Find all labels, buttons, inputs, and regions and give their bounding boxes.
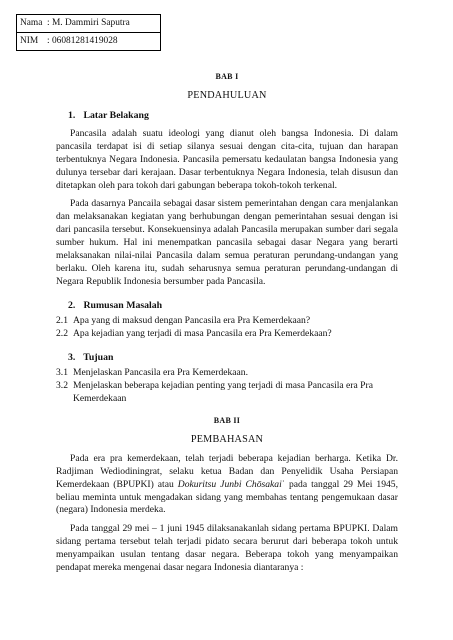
nim-label: NIM — [20, 36, 39, 47]
paragraph: Pada dasarnya Pancaila sebagai dasar sistem pemerintahan dengan cara menjalankan dan melaksanakan kegiatan yang berhubungan dengan pemerintahan sesuai dengan isi dari pancasila tersebut. Konsekuensinya adalah Pancasila merupakan sumber dari segala sumber hukum. Hal ini menempatkan pancasila sebagai dasar Negara yang berarti melaksanakan nilai-nilai Pancasila dalam semua peraturan perundang-undangan yang berlaku. Oleh karena itu, sudah seharusnya semua peraturan perundang-undangan di Negara Republik Indonesia bersumber pada Pancasila. — [56, 198, 398, 288]
item-number: 2.2 — [56, 328, 68, 340]
section-title: Tujuan — [83, 352, 114, 364]
nim-row — [17, 32, 160, 50]
text-run: Pada era pra kemerdekaan, telah terjadi beberapa kejadian berharga. Ketika Dr. Radjiman Wediodiningrat, selaku ketua Badan dan Penyelidik Usaha Persiapan Kemerdekaan (BPUPKI) atau — [56, 452, 398, 490]
paragraph: Pancasila adalah suatu ideologi yang dianut oleh bangsa Indonesia. Di dalam pancasila terdapat isi di setiap silanya sesuai dengan cita-cita, tujuan dan harapan terbentuknya Negara Indonesia. Pancasila pemersatu kedaulatan bangsa Indonesia yang dulunya tersebar dari kerajaan. Dasar terbentuknya Negara Indonesia, telah disusun dan ditetapkan oleh para tokoh dari gabungan beberapa tokoh-tokoh terkenal. — [56, 127, 398, 191]
item-text: Menjelaskan Pancasila era Pra Kemerdekaan. — [73, 367, 249, 379]
section-number: 3. — [68, 352, 76, 364]
goal-list — [56, 367, 398, 406]
item-number: 3.2 — [56, 380, 68, 392]
nim-value: : 06081281419028 — [47, 36, 118, 47]
section-heading-latar-belakang — [56, 109, 398, 122]
identity-box — [16, 14, 161, 51]
item-number: 3.1 — [56, 367, 68, 379]
section-heading-tujuan — [56, 351, 398, 364]
section-number: 2. — [68, 300, 76, 312]
list-item — [56, 315, 398, 328]
name-row — [17, 15, 160, 32]
item-text: Apa kejadian yang terjadi di masa Pancasila era Pra Kemerdekaan? — [73, 328, 332, 340]
section-number: 1. — [68, 109, 76, 121]
list-item — [56, 380, 398, 406]
section-heading-rumusan-masalah — [56, 299, 398, 312]
list-item — [56, 328, 398, 341]
text-run: ʾ pada tanggal 29 Mei 1945, beliau meminta untuk mengadakan sidang yang membahas tentang pengemukaan dasar (negara) Indonesia merdeka. — [56, 478, 399, 516]
section-title: Rumusan Masalah — [83, 300, 163, 312]
document-body — [56, 72, 398, 575]
item-number: 2.1 — [56, 315, 68, 327]
bab1-title: PENDAHULUAN — [187, 89, 267, 101]
list-item — [56, 367, 398, 380]
item-text: Apa yang di maksud dengan Pancasila era Pra Kemerdekaan? — [73, 315, 311, 327]
item-text: Menjelaskan beberapa kejadian penting yang terjadi di masa Pancasila era Pra Kemerdekaan — [73, 380, 373, 405]
paragraph: Pada tanggal 29 mei – 1 juni 1945 dilaksanakanlah sidang pertama BPUPKI. Dalam sidang pertama tersebut telah terjadi pidato secara berurut dari beberapa tokoh untuk menyampaikan usulan tentang dasar negara. Beberapa tokoh yang menyampaikan pendapat mereka mengenai dasar negara Indonesia diantaranya : — [56, 523, 398, 574]
bab2-label: BAB II — [213, 416, 241, 426]
section-title: Latar Belakang — [83, 109, 149, 121]
name-label: Nama — [20, 18, 43, 29]
italic-term: Dokuritsu Junbi Chōsakai — [177, 478, 282, 490]
problem-list — [56, 315, 398, 341]
paragraph — [56, 453, 398, 518]
name-value: : M. Dammiri Saputra — [47, 18, 130, 29]
bab2-title: PEMBAHASAN — [190, 433, 264, 445]
bab1-label: BAB I — [215, 72, 239, 81]
